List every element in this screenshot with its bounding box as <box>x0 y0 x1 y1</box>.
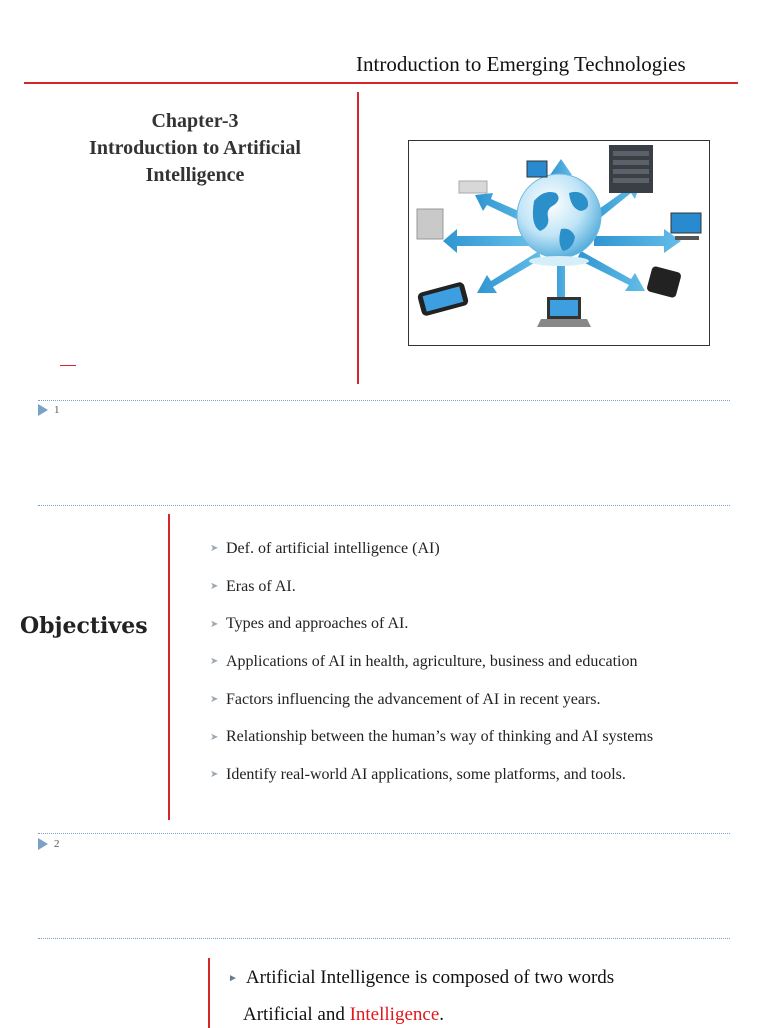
slide2-vertical-divider <box>168 514 170 820</box>
triangle-bullet-icon: ► <box>228 972 238 984</box>
objectives-list <box>210 530 653 794</box>
page-number: 1 <box>54 404 60 416</box>
short-red-dash <box>60 365 76 366</box>
arrow-bullet-icon: ➤ <box>210 694 219 706</box>
slide3-vertical-divider <box>208 958 210 1028</box>
objectives-title: Objectives <box>20 613 148 639</box>
slide-separator <box>38 833 730 834</box>
network-globe-image <box>408 140 710 346</box>
list-item: ➤ Eras of AI. <box>210 577 296 595</box>
ai-definition-line1: ► Artificial Intelligence is composed of two words <box>228 967 615 988</box>
slide-footer <box>38 838 60 850</box>
chapter-number: Chapter-3 <box>151 110 239 132</box>
list-item: ➤ Types and approaches of AI. <box>210 615 409 633</box>
slide-separator <box>38 938 730 939</box>
play-triangle-icon <box>38 404 48 416</box>
list-item: ➤ Applications of AI in health, agriculture, business and education <box>210 652 638 670</box>
ai-definition-line2: Artificial and Intelligence. <box>243 1004 445 1025</box>
arrow-bullet-icon: ➤ <box>210 618 219 630</box>
chapter-name-line2: Intelligence <box>145 164 245 186</box>
highlight-word: Intelligence <box>349 1004 440 1025</box>
play-triangle-icon <box>38 838 48 850</box>
arrow-bullet-icon: ➤ <box>210 581 219 593</box>
arrow-bullet-icon: ➤ <box>210 731 219 743</box>
slide-separator <box>38 400 730 401</box>
header-divider <box>24 82 738 84</box>
slide-separator <box>38 505 730 506</box>
list-item: ➤ Relationship between the human’s way of thinking and AI systems <box>210 728 654 746</box>
slide1-vertical-divider <box>357 92 359 384</box>
list-item: ➤ Identify real-world AI applications, some platforms, and tools. <box>210 765 626 783</box>
page-number: 2 <box>54 838 60 850</box>
slide-footer <box>38 404 60 416</box>
header-title: Introduction to Emerging Technologies <box>356 52 686 76</box>
arrow-bullet-icon: ➤ <box>210 543 219 555</box>
list-item: ➤ Factors influencing the advancement of AI in recent years. <box>210 690 601 708</box>
arrow-bullet-icon: ➤ <box>210 769 219 781</box>
list-item: ➤ Def. of artificial intelligence (AI) <box>210 539 440 557</box>
arrow-bullet-icon: ➤ <box>210 656 219 668</box>
chapter-name-line1: Introduction to Artificial <box>89 137 301 159</box>
chapter-title <box>40 108 350 189</box>
